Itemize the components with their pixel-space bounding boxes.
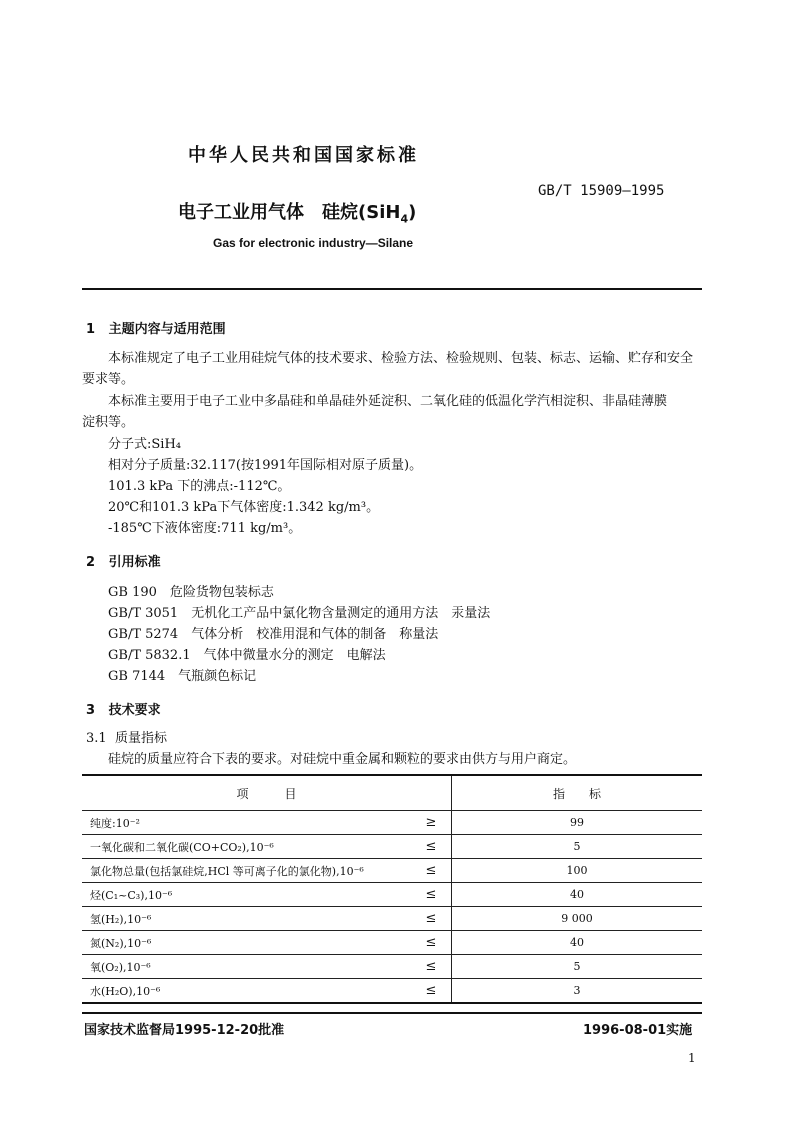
row-value: 9 000 — [452, 907, 703, 931]
row-item: 氢(H₂),10⁻⁶ — [82, 907, 411, 931]
row-value: 100 — [452, 859, 703, 883]
row-operator: ≤ — [411, 835, 452, 859]
subsection-3-1-number: 3.1 — [86, 731, 107, 746]
section-1-title: 主题内容与适用范围 — [108, 322, 226, 337]
section-2-heading — [86, 551, 161, 570]
standard-number: GB/T 15909—1995 — [538, 183, 665, 199]
row-value: 40 — [452, 883, 703, 907]
row-operator: ≤ — [411, 955, 452, 979]
section-3-title: 技术要求 — [108, 703, 161, 718]
row-item: 氮(N₂),10⁻⁶ — [82, 931, 411, 955]
row-item: 氧(O₂),10⁻⁶ — [82, 955, 411, 979]
approval-statement: 国家技术监督局1995-12-20批准 — [84, 1023, 285, 1038]
table-row — [82, 931, 702, 955]
title-subscript: 4 — [400, 212, 409, 226]
molecular-mass: 相对分子质量:32.117(按1991年国际相对原子质量)。 — [108, 458, 423, 473]
reference-gbt3051: GB/T 3051 无机化工产品中氯化物含量测定的通用方法 汞量法 — [108, 606, 491, 621]
reference-gbt5274: GB/T 5274 气体分析 校准用混和气体的制备 称量法 — [108, 627, 439, 642]
subsection-3-1-title: 质量指标 — [114, 731, 167, 746]
header-value: 指 标 — [452, 775, 703, 811]
title-close: ) — [408, 202, 417, 223]
row-item: 烃(C₁~C₃),10⁻⁶ — [82, 883, 411, 907]
molecular-formula: 分子式:SiH₄ — [108, 437, 181, 452]
table-row — [82, 859, 702, 883]
english-title: Gas for electronic industry—Silane — [213, 236, 414, 250]
row-value: 5 — [452, 955, 703, 979]
section-3-heading — [86, 699, 161, 718]
quality-spec-table — [82, 774, 702, 1004]
table-row — [82, 883, 702, 907]
row-item: 纯度:10⁻² — [82, 811, 411, 835]
row-operator: ≤ — [411, 931, 452, 955]
liquid-density: -185℃下液体密度:711 kg/m³。 — [108, 521, 302, 536]
row-value: 40 — [452, 931, 703, 955]
row-item: 水(H₂O),10⁻⁶ — [82, 979, 411, 1004]
s1-paragraph-1-line-2: 要求等。 — [82, 372, 135, 387]
row-operator: ≥ — [411, 811, 452, 835]
table-row — [82, 979, 702, 1004]
row-item: 氯化物总量(包括氯硅烷,HCl 等可离子化的氯化物),10⁻⁶ — [82, 859, 411, 883]
subsection-3-1-heading — [86, 728, 167, 749]
table-row — [82, 835, 702, 859]
reference-gb7144: GB 7144 气瓶颜色标记 — [108, 669, 257, 684]
row-operator: ≤ — [411, 979, 452, 1004]
s1-paragraph-2-line-2: 淀积等。 — [82, 415, 135, 430]
reference-gbt5832: GB/T 5832.1 气体中微量水分的测定 电解法 — [108, 648, 386, 663]
gas-density: 20℃和101.3 kPa下气体密度:1.342 kg/m³。 — [108, 500, 380, 515]
header-item: 项 目 — [82, 775, 452, 811]
page-number: 1 — [688, 1051, 696, 1065]
row-operator: ≤ — [411, 907, 452, 931]
table-row — [82, 907, 702, 931]
table-header-row — [82, 775, 702, 811]
table-row — [82, 955, 702, 979]
s1-paragraph-1-line-1: 本标准规定了电子工业用硅烷气体的技术要求、检验方法、检验规则、包装、标志、运输、贮存和安全 — [108, 351, 694, 366]
section-2-number: 2 — [86, 555, 96, 570]
boiling-point: 101.3 kPa 下的沸点:-112℃。 — [108, 479, 291, 494]
footer-rule — [82, 1012, 702, 1014]
table-row — [82, 811, 702, 835]
reference-gb190: GB 190 危险货物包装标志 — [108, 585, 274, 600]
section-2-title: 引用标准 — [108, 555, 161, 570]
effective-date: 1996-08-01实施 — [583, 1023, 693, 1038]
row-value: 99 — [452, 811, 703, 835]
row-value: 5 — [452, 835, 703, 859]
section-1-heading — [86, 318, 226, 337]
national-standard-heading: 中华人民共和国国家标准 — [188, 145, 419, 166]
title-text: 电子工业用气体 硅烷(SiH — [178, 202, 401, 223]
row-operator: ≤ — [411, 859, 452, 883]
header-rule — [82, 288, 702, 290]
row-value: 3 — [452, 979, 703, 1004]
row-item: 一氧化碳和二氧化碳(CO+CO₂),10⁻⁶ — [82, 835, 411, 859]
section-1-number: 1 — [86, 322, 96, 337]
document-title — [178, 198, 416, 226]
table-intro: 硅烷的质量应符合下表的要求。对硅烷中重金属和颗粒的要求由供方与用户商定。 — [108, 752, 577, 767]
s1-paragraph-2-line-1: 本标准主要用于电子工业中多晶硅和单晶硅外延淀积、二氧化硅的低温化学汽相淀积、非晶硅薄膜 — [108, 394, 668, 409]
row-operator: ≤ — [411, 883, 452, 907]
section-3-number: 3 — [86, 703, 96, 718]
